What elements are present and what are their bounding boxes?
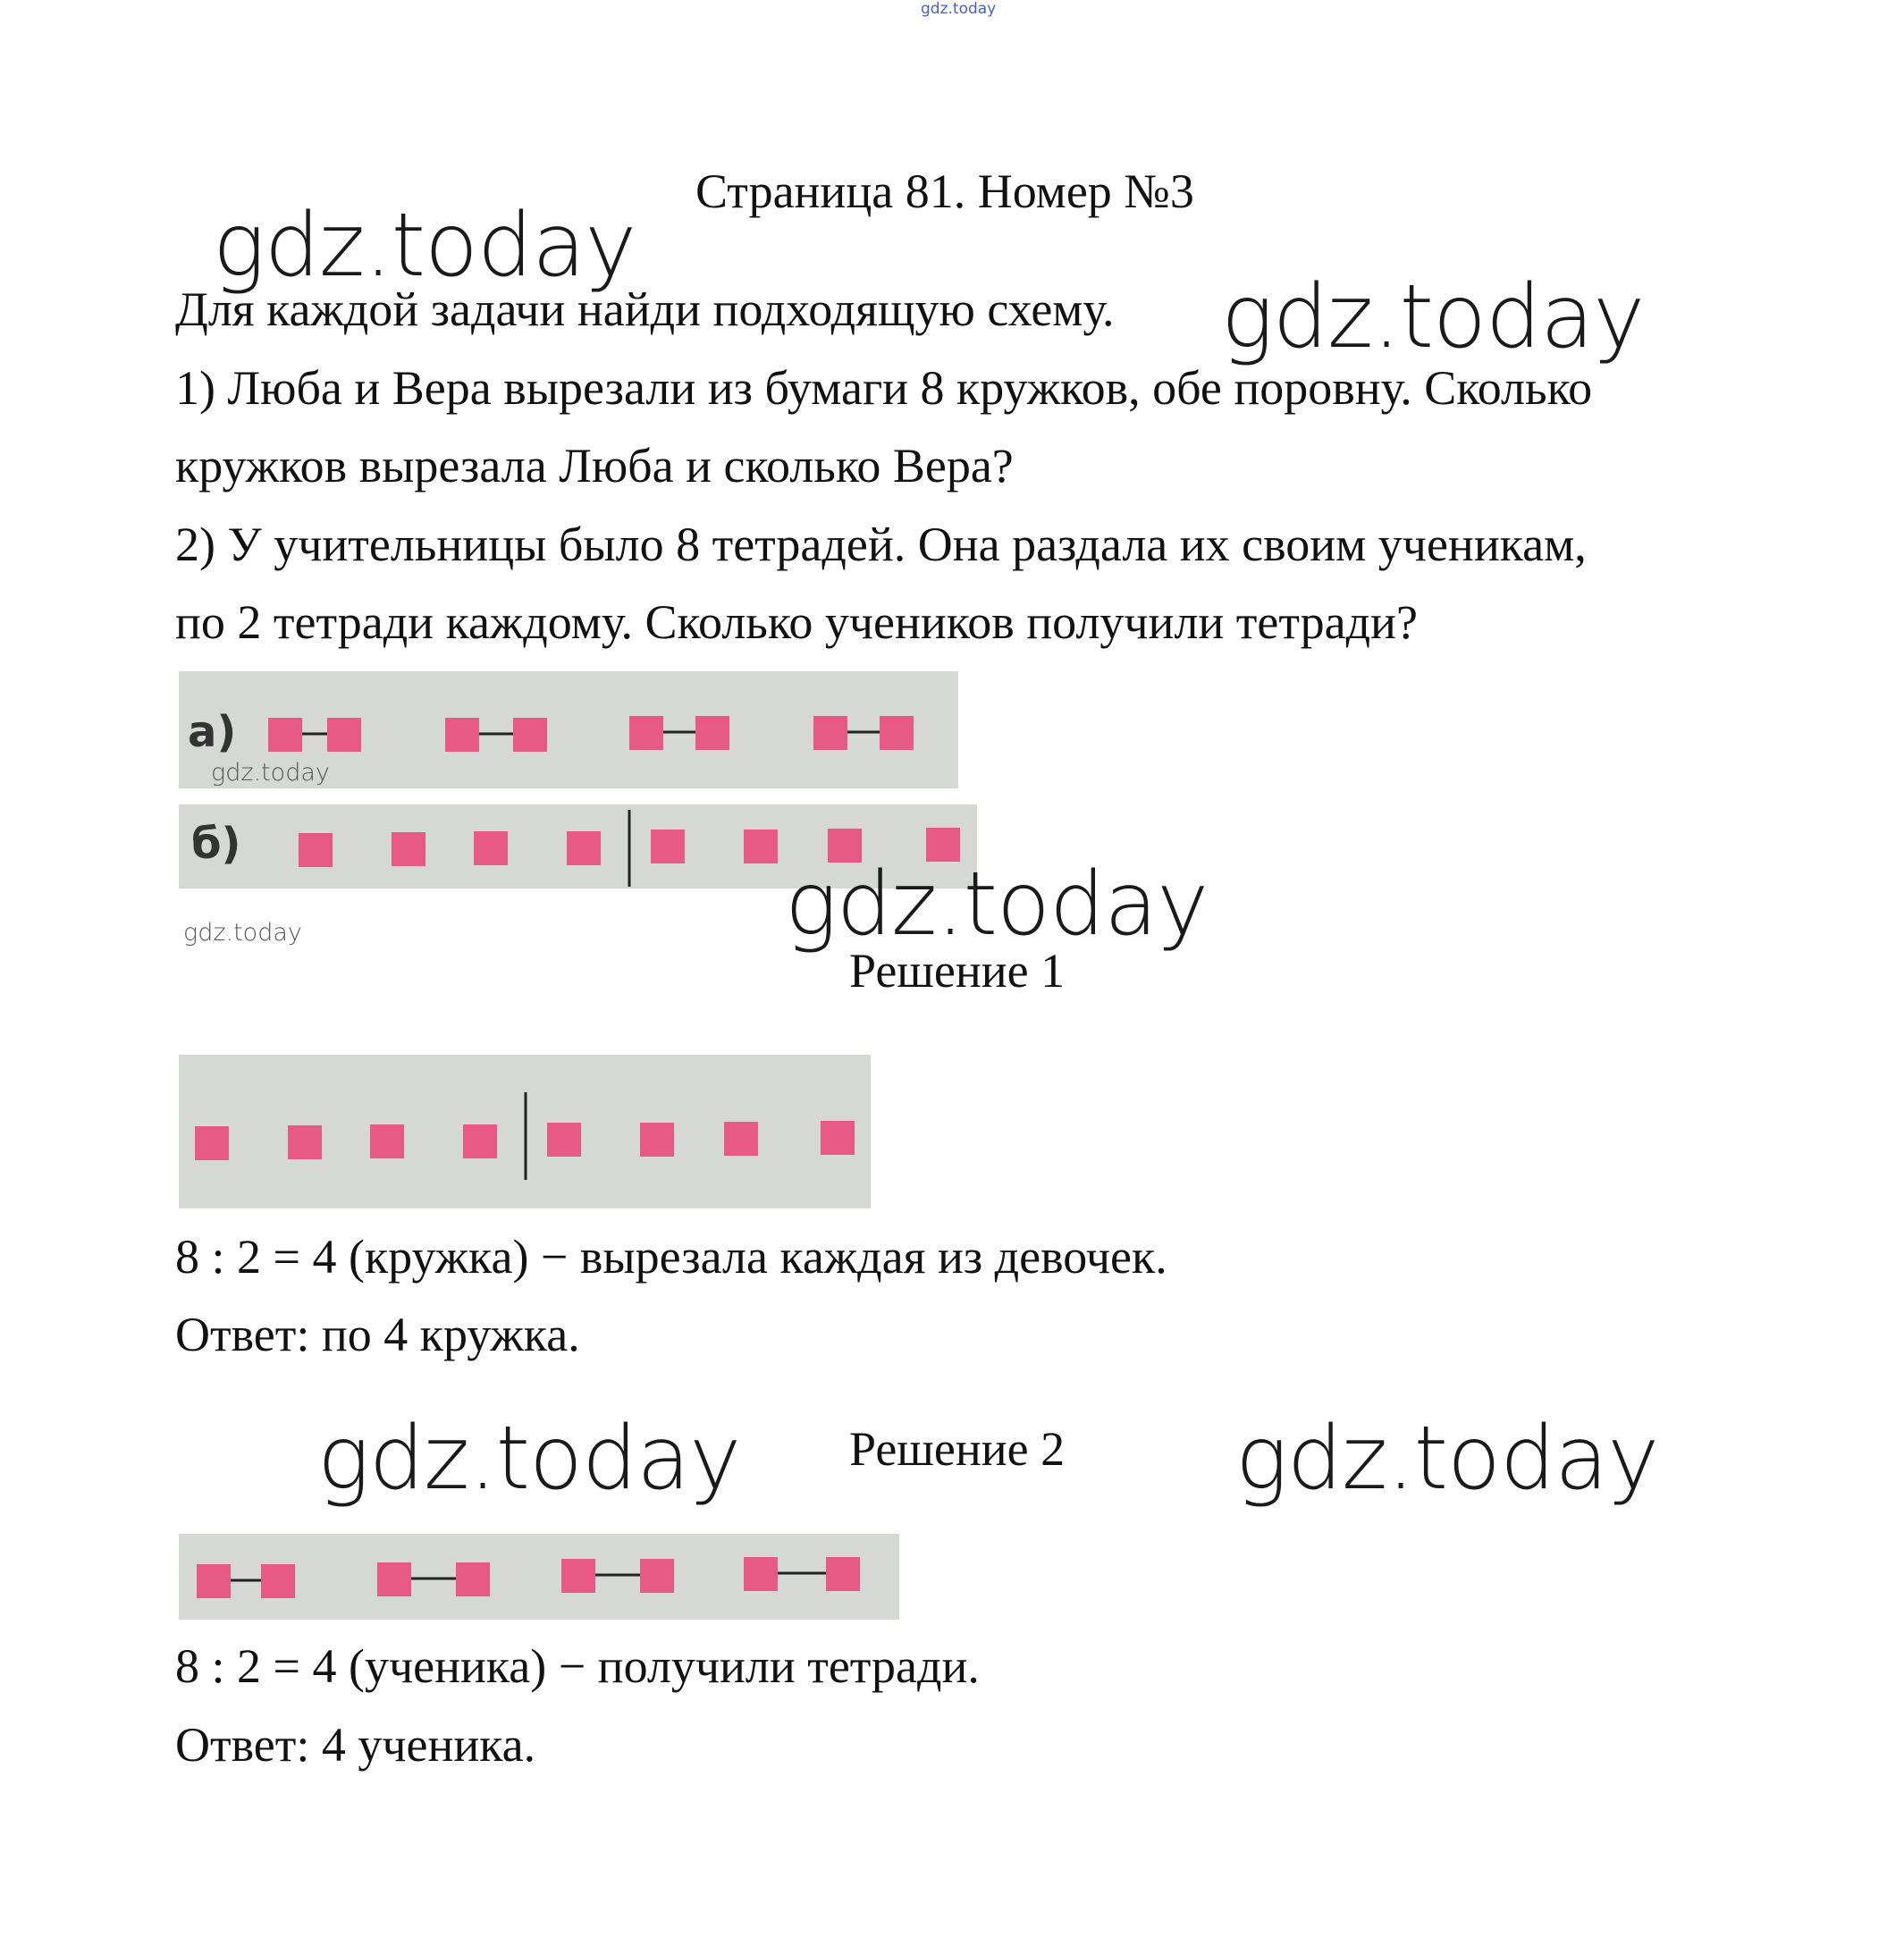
problem-1-line-2: кружков вырезала Люба и сколько Вера?	[175, 439, 1014, 493]
square	[724, 1122, 758, 1156]
square	[826, 1557, 860, 1591]
solution-1-scheme	[179, 1055, 871, 1208]
square	[327, 718, 361, 752]
square	[821, 1121, 855, 1155]
watermark: gdz.today	[183, 919, 302, 947]
square	[744, 829, 778, 863]
solution-1-answer: Ответ: по 4 кружка.	[175, 1308, 580, 1361]
square	[695, 716, 729, 750]
square	[288, 1125, 322, 1159]
square	[392, 832, 425, 866]
square	[268, 718, 302, 752]
watermark: gdz.today	[785, 854, 1209, 956]
square	[261, 1564, 295, 1598]
square	[880, 716, 914, 750]
square	[456, 1562, 490, 1596]
scheme-b-label: б)	[191, 819, 241, 869]
solution-1-equation: 8 : 2 = 4 (кружка) − вырезала каждая из девочек.	[175, 1230, 1167, 1284]
solution-1-diagram	[179, 1055, 871, 1208]
scheme-a-label: а)	[188, 707, 237, 757]
solution-2-scheme	[179, 1534, 899, 1620]
watermark: gdz.today	[1221, 266, 1645, 368]
square	[561, 1559, 595, 1593]
problem-2-line-1: 2) У учительницы было 8 тетрадей. Она раздала их своим ученикам,	[175, 518, 1587, 571]
square	[513, 718, 547, 752]
solution-2-diagram	[179, 1534, 899, 1620]
problem-1-line-1: 1) Люба и Вера вырезали из бумаги 8 кружков, обе поровну. Сколько	[175, 361, 1593, 415]
square	[445, 718, 479, 752]
square	[567, 831, 601, 865]
square	[463, 1124, 497, 1158]
scheme-a	[179, 671, 958, 788]
square	[299, 833, 333, 867]
square	[651, 829, 685, 863]
square	[197, 1564, 231, 1598]
watermark: gdz.today	[317, 1408, 741, 1510]
square	[377, 1562, 411, 1596]
page-title: Страница 81. Номер №3	[695, 164, 1194, 218]
watermark: gdz.today	[213, 195, 636, 297]
solution-2-title: Решение 2	[849, 1422, 1066, 1476]
square	[744, 1557, 778, 1591]
task-intro: Для каждой задачи найди подходящую схему.	[175, 282, 1115, 336]
square	[547, 1123, 581, 1157]
watermark: gdz.today	[1235, 1408, 1659, 1510]
square	[195, 1126, 229, 1160]
square	[370, 1124, 404, 1158]
solution-1-title: Решение 1	[849, 944, 1066, 998]
square	[474, 831, 508, 865]
solution-2-equation: 8 : 2 = 4 (ученика) − получили тетради.	[175, 1639, 980, 1693]
site-mark: gdz.today	[921, 0, 997, 18]
square	[640, 1123, 674, 1157]
watermark: gdz.today	[211, 759, 330, 787]
solution-2-answer: Ответ: 4 ученика.	[175, 1718, 536, 1772]
square	[640, 1559, 674, 1593]
problem-2-line-2: по 2 тетради каждому. Сколько учеников получили тетради?	[175, 595, 1418, 649]
square	[629, 716, 663, 750]
square	[813, 716, 847, 750]
